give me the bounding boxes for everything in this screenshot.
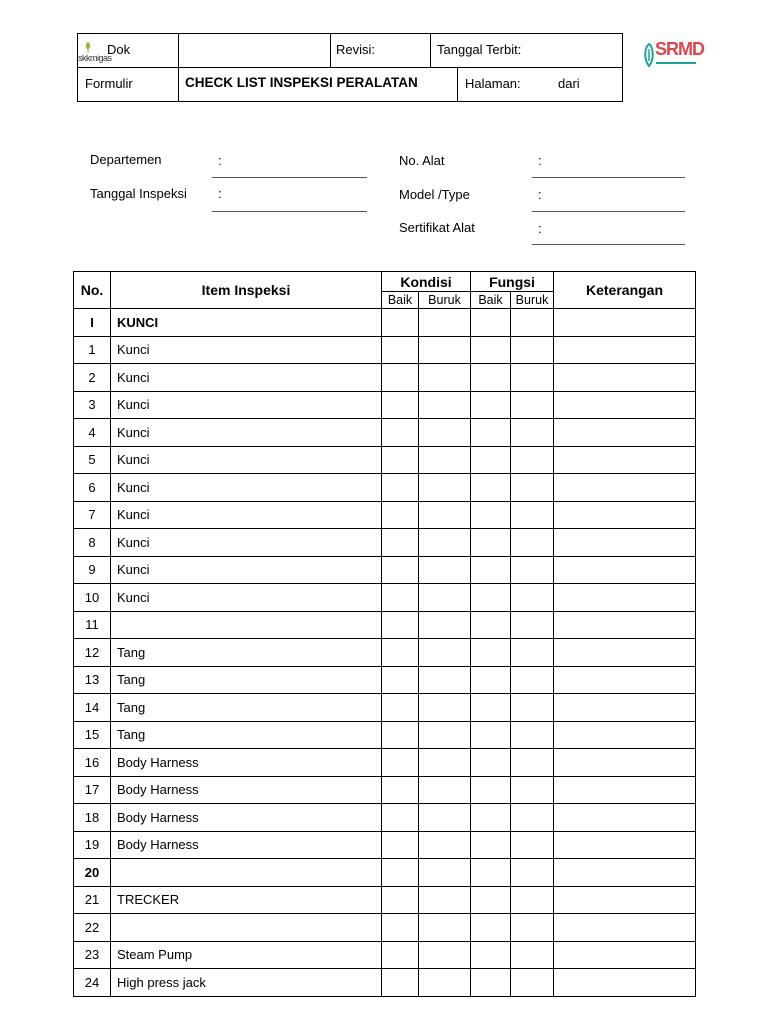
keterangan-cell[interactable]	[554, 804, 696, 832]
form-title: CHECK LIST INSPEKSI PERALATAN	[185, 75, 418, 90]
halaman-label: Halaman:	[465, 76, 521, 91]
departemen-colon: :	[218, 153, 222, 168]
table-row	[74, 914, 696, 942]
model-type-colon: :	[538, 187, 542, 202]
fungsi-baik-cell[interactable]	[471, 914, 511, 942]
keterangan-cell[interactable]	[554, 584, 696, 612]
fungsi-baik-cell[interactable]	[471, 886, 511, 914]
row-number: 9	[74, 556, 111, 584]
header-border-top	[77, 33, 623, 34]
no-alat-colon: :	[538, 153, 542, 168]
row-number: 8	[74, 529, 111, 557]
kondisi-buruk-cell[interactable]	[419, 694, 471, 722]
kondisi-baik-cell[interactable]	[382, 501, 419, 529]
kondisi-buruk-cell[interactable]	[419, 804, 471, 832]
table-row	[74, 309, 696, 337]
kondisi-buruk-cell[interactable]	[419, 474, 471, 502]
tanggal-terbit-label: Tanggal Terbit:	[437, 42, 522, 57]
kondisi-baik-cell[interactable]	[382, 831, 419, 859]
row-number: 12	[74, 639, 111, 667]
row-item-name: Body Harness	[111, 749, 382, 777]
row-number: 13	[74, 666, 111, 694]
fungsi-baik-cell[interactable]	[471, 721, 511, 749]
row-item-name: Kunci	[111, 391, 382, 419]
header-border-right	[622, 33, 623, 101]
kondisi-baik-cell[interactable]	[382, 914, 419, 942]
row-number: 10	[74, 584, 111, 612]
kondisi-buruk-cell[interactable]	[419, 611, 471, 639]
revisi-label: Revisi:	[336, 42, 376, 57]
kondisi-baik-cell[interactable]	[382, 859, 419, 887]
fungsi-buruk-cell[interactable]	[511, 419, 554, 447]
fungsi-buruk-cell[interactable]	[511, 336, 554, 364]
kondisi-baik-cell[interactable]	[382, 556, 419, 584]
keterangan-cell[interactable]	[554, 529, 696, 557]
fungsi-baik-cell[interactable]	[471, 501, 511, 529]
model-type-label: Model /Type	[399, 187, 470, 202]
keterangan-cell[interactable]	[554, 336, 696, 364]
formulir-label: Formulir	[85, 76, 133, 91]
row-item-name: Kunci	[111, 446, 382, 474]
departemen-field-line	[212, 177, 367, 178]
kondisi-baik-cell[interactable]	[382, 886, 419, 914]
keterangan-cell[interactable]	[554, 666, 696, 694]
row-number: 2	[74, 364, 111, 392]
no-alat-label: No. Alat	[399, 153, 445, 168]
keterangan-cell[interactable]	[554, 886, 696, 914]
emblem-icon	[642, 42, 656, 68]
fungsi-baik-cell[interactable]	[471, 364, 511, 392]
no-alat-field-line	[532, 177, 685, 178]
row-item-name	[111, 859, 382, 887]
row-item-name	[111, 611, 382, 639]
fungsi-buruk-cell[interactable]	[511, 474, 554, 502]
row-number: 24	[74, 969, 111, 997]
row-number: 23	[74, 941, 111, 969]
kondisi-baik-cell[interactable]	[382, 639, 419, 667]
row-item-name: Tang	[111, 639, 382, 667]
fungsi-buruk-cell[interactable]	[511, 639, 554, 667]
kondisi-buruk-cell[interactable]	[419, 639, 471, 667]
keterangan-cell[interactable]	[554, 474, 696, 502]
tanggal-inspeksi-label: Tanggal Inspeksi	[90, 186, 187, 201]
fungsi-buruk-cell[interactable]	[511, 941, 554, 969]
row-number: 19	[74, 831, 111, 859]
header-keterangan: Keterangan	[554, 272, 696, 309]
inspection-table	[73, 271, 696, 997]
keterangan-cell[interactable]	[554, 694, 696, 722]
row-item-name: Kunci	[111, 584, 382, 612]
keterangan-cell[interactable]	[554, 419, 696, 447]
keterangan-cell[interactable]	[554, 831, 696, 859]
kondisi-baik-cell[interactable]	[382, 364, 419, 392]
kondisi-buruk-cell[interactable]	[419, 446, 471, 474]
kondisi-buruk-cell[interactable]	[419, 364, 471, 392]
table-row	[74, 639, 696, 667]
kondisi-baik-cell[interactable]	[382, 804, 419, 832]
header-divider	[330, 33, 331, 67]
fungsi-buruk-cell[interactable]	[511, 391, 554, 419]
table-row	[74, 749, 696, 777]
kondisi-baik-cell[interactable]	[382, 584, 419, 612]
kondisi-buruk-cell[interactable]	[419, 941, 471, 969]
keterangan-cell[interactable]	[554, 749, 696, 777]
table-row	[74, 694, 696, 722]
fungsi-baik-cell[interactable]	[471, 666, 511, 694]
fungsi-buruk-cell[interactable]	[511, 969, 554, 997]
row-item-name: Kunci	[111, 556, 382, 584]
row-item-name: Kunci	[111, 474, 382, 502]
kondisi-buruk-cell[interactable]	[419, 969, 471, 997]
fungsi-baik-cell[interactable]	[471, 419, 511, 447]
kondisi-buruk-cell[interactable]	[419, 584, 471, 612]
kondisi-baik-cell[interactable]	[382, 419, 419, 447]
kondisi-baik-cell[interactable]	[382, 776, 419, 804]
model-type-field-line	[532, 211, 685, 212]
row-number: 3	[74, 391, 111, 419]
table-row	[74, 364, 696, 392]
row-number: 15	[74, 721, 111, 749]
table-row	[74, 721, 696, 749]
row-item-name: Body Harness	[111, 804, 382, 832]
row-item-name: Kunci	[111, 336, 382, 364]
table-row	[74, 556, 696, 584]
header-kondisi-baik: Baik	[382, 292, 419, 309]
kondisi-buruk-cell[interactable]	[419, 556, 471, 584]
header-fungsi-baik: Baik	[471, 292, 511, 309]
kondisi-baik-cell[interactable]	[382, 309, 419, 337]
header-divider	[178, 33, 179, 101]
kondisi-buruk-cell[interactable]	[419, 529, 471, 557]
table-row	[74, 584, 696, 612]
table-row	[74, 336, 696, 364]
header-fungsi-buruk: Buruk	[511, 292, 554, 309]
row-item-name: Tang	[111, 721, 382, 749]
header-divider	[457, 67, 458, 101]
keterangan-cell[interactable]	[554, 859, 696, 887]
row-item-name: Tang	[111, 666, 382, 694]
table-row	[74, 776, 696, 804]
fungsi-buruk-cell[interactable]	[511, 584, 554, 612]
kondisi-buruk-cell[interactable]	[419, 501, 471, 529]
table-row	[74, 474, 696, 502]
sertifikat-alat-colon: :	[538, 221, 542, 236]
kondisi-buruk-cell[interactable]	[419, 776, 471, 804]
sertifikat-alat-label: Sertifikat Alat	[399, 220, 475, 235]
kondisi-baik-cell[interactable]	[382, 474, 419, 502]
table-row	[74, 941, 696, 969]
fungsi-buruk-cell[interactable]	[511, 749, 554, 777]
fungsi-baik-cell[interactable]	[471, 556, 511, 584]
table-row	[74, 501, 696, 529]
fungsi-buruk-cell[interactable]	[511, 611, 554, 639]
row-item-name: TRECKER	[111, 886, 382, 914]
table-row	[74, 666, 696, 694]
fungsi-buruk-cell[interactable]	[511, 556, 554, 584]
kondisi-buruk-cell[interactable]	[419, 859, 471, 887]
fungsi-buruk-cell[interactable]	[511, 694, 554, 722]
kondisi-buruk-cell[interactable]	[419, 914, 471, 942]
dok-label: Dok	[107, 42, 131, 57]
table-row	[74, 391, 696, 419]
fungsi-baik-cell[interactable]	[471, 639, 511, 667]
row-item-name: Kunci	[111, 501, 382, 529]
header-kondisi: Kondisi	[382, 272, 471, 292]
row-number: 1	[74, 336, 111, 364]
fungsi-baik-cell[interactable]	[471, 474, 511, 502]
kondisi-baik-cell[interactable]	[382, 529, 419, 557]
header-divider	[430, 33, 431, 67]
kondisi-buruk-cell[interactable]	[419, 391, 471, 419]
table-row	[74, 886, 696, 914]
table-row	[74, 804, 696, 832]
keterangan-cell[interactable]	[554, 721, 696, 749]
row-item-name: Kunci	[111, 364, 382, 392]
fungsi-baik-cell[interactable]	[471, 804, 511, 832]
row-number: 17	[74, 776, 111, 804]
row-number: 5	[74, 446, 111, 474]
keterangan-cell[interactable]	[554, 611, 696, 639]
row-number: 22	[74, 914, 111, 942]
row-item-name	[111, 914, 382, 942]
kondisi-baik-cell[interactable]	[382, 969, 419, 997]
table-row	[74, 969, 696, 997]
fungsi-baik-cell[interactable]	[471, 529, 511, 557]
fungsi-baik-cell[interactable]	[471, 584, 511, 612]
table-row	[74, 831, 696, 859]
kondisi-baik-cell[interactable]	[382, 666, 419, 694]
fungsi-buruk-cell[interactable]	[511, 364, 554, 392]
dari-label: dari	[558, 76, 580, 91]
keterangan-cell[interactable]	[554, 501, 696, 529]
kondisi-baik-cell[interactable]	[382, 446, 419, 474]
kondisi-buruk-cell[interactable]	[419, 749, 471, 777]
fungsi-buruk-cell[interactable]	[511, 501, 554, 529]
fungsi-baik-cell[interactable]	[471, 749, 511, 777]
table-row	[74, 611, 696, 639]
kondisi-baik-cell[interactable]	[382, 749, 419, 777]
row-number: 11	[74, 611, 111, 639]
keterangan-cell[interactable]	[554, 364, 696, 392]
keterangan-cell[interactable]	[554, 639, 696, 667]
srmd-logo-underline	[656, 62, 696, 64]
header-border-middle	[77, 67, 623, 68]
fungsi-buruk-cell[interactable]	[511, 446, 554, 474]
fungsi-buruk-cell[interactable]	[511, 886, 554, 914]
tanggal-inspeksi-colon: :	[218, 186, 222, 201]
table-row	[74, 446, 696, 474]
header-kondisi-buruk: Buruk	[419, 292, 471, 309]
departemen-label: Departemen	[90, 152, 162, 167]
fungsi-buruk-cell[interactable]	[511, 309, 554, 337]
row-item-name: KUNCI	[111, 309, 382, 337]
fungsi-buruk-cell[interactable]	[511, 914, 554, 942]
row-item-name: Steam Pump	[111, 941, 382, 969]
kondisi-buruk-cell[interactable]	[419, 666, 471, 694]
fungsi-buruk-cell[interactable]	[511, 666, 554, 694]
skkmigas-logo-text: skkmigas	[78, 53, 112, 63]
row-item-name: Body Harness	[111, 831, 382, 859]
fungsi-baik-cell[interactable]	[471, 831, 511, 859]
fungsi-baik-cell[interactable]	[471, 391, 511, 419]
fungsi-baik-cell[interactable]	[471, 446, 511, 474]
fungsi-baik-cell[interactable]	[471, 694, 511, 722]
keterangan-cell[interactable]	[554, 914, 696, 942]
fungsi-buruk-cell[interactable]	[511, 776, 554, 804]
row-item-name: Body Harness	[111, 776, 382, 804]
header-fungsi: Fungsi	[471, 272, 554, 292]
fungsi-baik-cell[interactable]	[471, 336, 511, 364]
fungsi-baik-cell[interactable]	[471, 859, 511, 887]
kondisi-buruk-cell[interactable]	[419, 336, 471, 364]
kondisi-baik-cell[interactable]	[382, 694, 419, 722]
row-number: 21	[74, 886, 111, 914]
header-no: No.	[74, 272, 111, 309]
row-number: 4	[74, 419, 111, 447]
row-number: 14	[74, 694, 111, 722]
fungsi-baik-cell[interactable]	[471, 309, 511, 337]
keterangan-cell[interactable]	[554, 776, 696, 804]
keterangan-cell[interactable]	[554, 391, 696, 419]
header-item-inspeksi: Item Inspeksi	[111, 272, 382, 309]
keterangan-cell[interactable]	[554, 941, 696, 969]
document-header	[77, 33, 623, 101]
fungsi-baik-cell[interactable]	[471, 776, 511, 804]
fungsi-buruk-cell[interactable]	[511, 859, 554, 887]
skkmigas-logo	[78, 40, 112, 68]
table-row	[74, 419, 696, 447]
table-row	[74, 529, 696, 557]
kondisi-buruk-cell[interactable]	[419, 721, 471, 749]
keterangan-cell[interactable]	[554, 446, 696, 474]
fungsi-baik-cell[interactable]	[471, 941, 511, 969]
row-item-name: Tang	[111, 694, 382, 722]
row-item-name: Kunci	[111, 419, 382, 447]
row-number: 6	[74, 474, 111, 502]
row-number: 20	[74, 859, 111, 887]
kondisi-baik-cell[interactable]	[382, 941, 419, 969]
kondisi-baik-cell[interactable]	[382, 391, 419, 419]
keterangan-cell[interactable]	[554, 309, 696, 337]
table-row	[74, 859, 696, 887]
row-number: 18	[74, 804, 111, 832]
kondisi-baik-cell[interactable]	[382, 721, 419, 749]
row-number: I	[74, 309, 111, 337]
fungsi-buruk-cell[interactable]	[511, 529, 554, 557]
kondisi-buruk-cell[interactable]	[419, 309, 471, 337]
keterangan-cell[interactable]	[554, 969, 696, 997]
row-item-name: High press jack	[111, 969, 382, 997]
srmd-logo	[642, 39, 704, 70]
row-number: 7	[74, 501, 111, 529]
kondisi-baik-cell[interactable]	[382, 611, 419, 639]
fungsi-buruk-cell[interactable]	[511, 721, 554, 749]
fungsi-buruk-cell[interactable]	[511, 831, 554, 859]
kondisi-baik-cell[interactable]	[382, 336, 419, 364]
kondisi-buruk-cell[interactable]	[419, 419, 471, 447]
kondisi-buruk-cell[interactable]	[419, 886, 471, 914]
srmd-logo-text: SRMD	[655, 39, 704, 59]
header-border-bottom	[77, 101, 623, 102]
fungsi-baik-cell[interactable]	[471, 969, 511, 997]
fungsi-baik-cell[interactable]	[471, 611, 511, 639]
tanggal-inspeksi-field-line	[212, 211, 367, 212]
fungsi-buruk-cell[interactable]	[511, 804, 554, 832]
inspection-table-body	[74, 309, 696, 997]
keterangan-cell[interactable]	[554, 556, 696, 584]
sertifikat-alat-field-line	[532, 244, 685, 245]
kondisi-buruk-cell[interactable]	[419, 831, 471, 859]
row-number: 16	[74, 749, 111, 777]
row-item-name: Kunci	[111, 529, 382, 557]
